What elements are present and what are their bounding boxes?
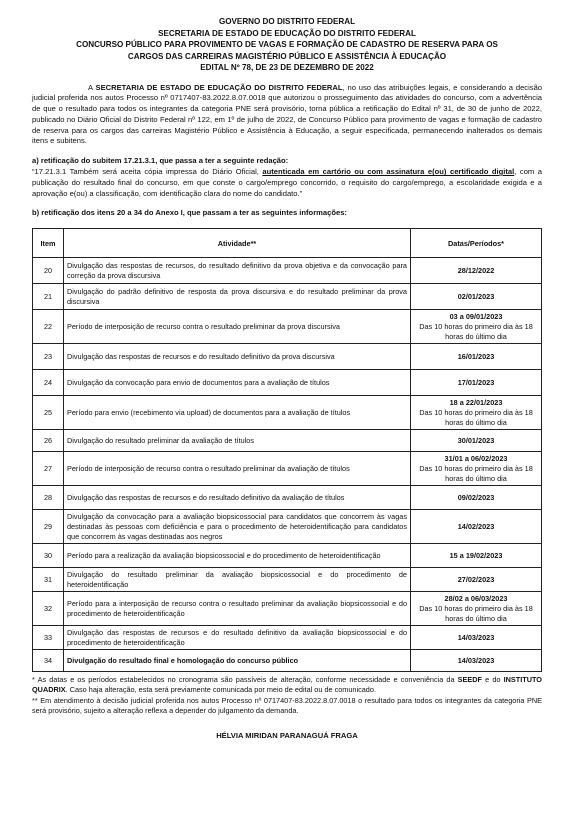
cell-item: 22: [33, 310, 64, 344]
table-row: [33, 452, 542, 486]
cell-activity: Divulgação do resultado preliminar da avaliação biopsicossocial e do procedimento de heteroidentificação: [64, 568, 411, 592]
table-row: [33, 592, 542, 626]
cell-activity: Divulgação das respostas de recursos, do resultado definitivo da prova objetiva e da convocação para correção da prova discursiva: [64, 258, 411, 284]
footnote-pne: ** Em atendimento à decisão judicial proferida nos autos Processo nº 0717407-83.2022.8.07.0018 o resultado para todos os integrantes da categoria PNE será provisório, sujeito a alteração reflexa a depender do julgamento da demanda.: [32, 695, 542, 715]
date-value: 16/01/2023: [457, 351, 495, 361]
cell-date: [411, 592, 542, 626]
cell-activity: Divulgação do padrão definitivo de resposta da prova discursiva e do resultado preliminar da prova discursiva: [64, 284, 411, 310]
cell-item: 21: [33, 284, 64, 310]
cell-activity: Divulgação da convocação para a avaliação biopsicossocial para candidatos que concorrem às vagas destinadas às pessoas com deficiência e para o procedimento de heteroidentificação para candidatos que concorrem às vagas destinadas aos negros: [64, 510, 411, 544]
column-header-activity: Atividade**: [64, 229, 411, 258]
date-value: 09/02/2023: [457, 492, 495, 502]
schedule-table: [32, 228, 542, 672]
column-header-item: Item: [33, 229, 64, 258]
section-a-quote: [32, 167, 542, 199]
table-row: [33, 310, 542, 344]
date-note: Das 10 horas do primeiro dia às 18 horas do último dia: [419, 603, 533, 623]
cell-item: 29: [33, 510, 64, 544]
cell-item: 34: [33, 650, 64, 672]
footnote-text: e do: [482, 675, 504, 685]
cell-date: [411, 486, 542, 510]
footnote-quadrix: INSTITUTO QUADRIX: [32, 675, 542, 695]
footnote-text: * As datas e os períodos estabelecidos no cronograma são passíveis de alteração, conforme necessidade e conveniência da: [32, 675, 458, 685]
cell-item: 33: [33, 626, 64, 650]
cell-date: [411, 452, 542, 486]
cell-item: 28: [33, 486, 64, 510]
footnote-seedf: SEEDF: [457, 675, 482, 685]
cell-date: [411, 626, 542, 650]
footnote-dates: [32, 675, 542, 695]
table-row: [33, 510, 542, 544]
table-row: [33, 284, 542, 310]
date-value: 02/01/2023: [457, 291, 495, 301]
quote-start: “17.21.3.1 Também será aceita cópia impressa do Diário Oficial,: [32, 167, 263, 177]
cell-date: [411, 650, 542, 672]
footnotes: [32, 675, 542, 716]
table-body: [33, 258, 542, 672]
cell-activity: Divulgação do resultado preliminar da avaliação de títulos: [64, 430, 411, 452]
header-line: SECRETARIA DE ESTADO DE EDUCAÇÃO DO DISTRITO FEDERAL: [158, 28, 416, 38]
cell-item: 32: [33, 592, 64, 626]
document-page: [32, 16, 542, 740]
edital-title: EDITAL Nº 78, DE 23 DE DEZEMBRO DE 2022: [200, 63, 374, 72]
date-value: 17/01/2023: [457, 377, 495, 387]
document-header: [32, 16, 542, 74]
table-row: [33, 258, 542, 284]
cell-item: 30: [33, 544, 64, 568]
cell-date: [411, 544, 542, 568]
cell-date: [411, 258, 542, 284]
intro-text: , no uso das atribuições legais, e considerando a decisão judicial proferida nos autos Processo nº 0717407-83.2022.8.07.0018 que autorizou o prosseguimento das atividades do concurso, com a advertência de que o resultado para todos os integrantes da categoria PNE será provisório, torna pública a retificação do Edital nº 31, de 30 de junho de 2022, publicado no Diário Oficial do Distrito Federal nº 122, em 1º de julho de 2022, de Concurso Público para provimento de vagas e formação de cadastro de reserva para os cargos das carreiras Magistério Público e Assistência à Educação, a seguir especificada, permanecendo inalterados os demais itens e subitens.: [32, 82, 543, 146]
cell-activity: Período para a interposição de recurso contra o resultado preliminar da avaliação biopsicossocial e do procedimento de heteroidentificação: [64, 592, 411, 626]
cell-item: 27: [33, 452, 64, 486]
cell-activity: Período para a realização da avaliação biopsicossocial e do procedimento de heteroidentificação: [64, 544, 411, 568]
table-row: [33, 650, 542, 672]
table-row: [33, 626, 542, 650]
header-line: GOVERNO DO DISTRITO FEDERAL: [218, 17, 356, 26]
date-value: 28/02 a 06/03/2023: [444, 594, 508, 604]
table-row: [33, 396, 542, 430]
table-header-row: [33, 229, 542, 258]
header-line: CARGOS DAS CARREIRAS MAGISTÉRIO PÚBLICO E ASSISTÊNCIA À EDUCAÇÃO: [127, 51, 447, 61]
header-line: CONCURSO PÚBLICO PARA PROVIMENTO DE VAGAS E FORMAÇÃO DE CADASTRO DE RESERVA PARA OS: [76, 40, 498, 49]
date-note: Das 10 horas do primeiro dia às 18 horas do último dia: [419, 407, 533, 427]
date-value: 31/01 a 06/02/2023: [444, 454, 508, 464]
cell-date: [411, 510, 542, 544]
date-value: 28/12/2022: [457, 265, 495, 275]
table-row: [33, 486, 542, 510]
cell-date: [411, 370, 542, 396]
cell-activity: Período de interposição de recurso contra o resultado preliminar da avaliação de títulos: [64, 452, 411, 486]
signature: HÉLVIA MIRIDAN PARANAGUÁ FRAGA: [216, 731, 358, 741]
footnote-text: . Caso haja alteração, esta será previamente comunicada por meio de edital ou de comunicado.: [65, 685, 376, 695]
date-value: 27/02/2023: [457, 574, 495, 584]
cell-activity: Divulgação das respostas de recursos e do resultado definitivo da avaliação biopsicossocial e do procedimento de heteroidentificação: [64, 626, 411, 650]
section-b-title: b) retificação dos itens 20 a 34 do Anexo I, que passam a ter as seguintes informações:: [32, 208, 347, 218]
date-value: 15 a 19/02/2023: [449, 550, 503, 560]
date-value: 18 a 22/01/2023: [449, 398, 503, 408]
cell-item: 25: [33, 396, 64, 430]
cell-activity: Período de interposição de recurso contra o resultado preliminar da prova discursiva: [64, 310, 411, 344]
date-note: Das 10 horas do primeiro dia às 18 horas do último dia: [419, 321, 533, 341]
intro-org: SECRETARIA DE ESTADO DE EDUCAÇÃO DO DISTRITO FEDERAL: [95, 82, 343, 92]
cell-item: 23: [33, 344, 64, 370]
table-row: [33, 430, 542, 452]
cell-activity: Divulgação do resultado final e homologação do concurso público: [64, 650, 411, 672]
cell-item: 24: [33, 370, 64, 396]
cell-date: [411, 284, 542, 310]
table-row: [33, 370, 542, 396]
cell-date: [411, 568, 542, 592]
cell-activity: Divulgação das respostas de recursos e do resultado definitivo da avaliação de títulos: [64, 486, 411, 510]
cell-item: 26: [33, 430, 64, 452]
cell-date: [411, 344, 542, 370]
date-note: Das 10 horas do primeiro dia às 18 horas do último dia: [419, 463, 533, 483]
quote-underlined: autenticada em cartório ou com assinatura e(ou) certificado digital: [262, 167, 515, 177]
cell-item: 31: [33, 568, 64, 592]
quote-end: , com a publicação do resultado final do concurso, em que conste o cargo/emprego concorrido, o requisito do cargo/emprego, a escolaridade exigida e a aprovação e(ou) a classificação, com identificação clara do nome do candidato.”: [32, 167, 542, 198]
date-value: 14/03/2023: [457, 655, 495, 665]
cell-date: [411, 430, 542, 452]
intro-paragraph: [32, 83, 542, 148]
cell-activity: Divulgação das respostas de recursos e do resultado definitivo da prova discursiva: [64, 344, 411, 370]
cell-date: [411, 310, 542, 344]
date-value: 03 a 09/01/2023: [449, 312, 503, 322]
table-row: [33, 344, 542, 370]
section-a-title: a) retificação do subitem 17.21.3.1, que passa a ter a seguinte redação:: [32, 156, 289, 166]
cell-date: [411, 396, 542, 430]
table-row: [33, 568, 542, 592]
cell-activity: Divulgação da convocação para envio de documentos para a avaliação de títulos: [64, 370, 411, 396]
column-header-dates: Datas/Períodos*: [411, 229, 542, 258]
table-row: [33, 544, 542, 568]
cell-activity: Período para envio (recebimento via upload) de documentos para a avaliação de títulos: [64, 396, 411, 430]
intro-prefix: A: [88, 82, 96, 92]
date-value: 14/02/2023: [457, 521, 495, 531]
date-value: 14/03/2023: [457, 632, 495, 642]
cell-item: 20: [33, 258, 64, 284]
date-value: 30/01/2023: [457, 435, 495, 445]
